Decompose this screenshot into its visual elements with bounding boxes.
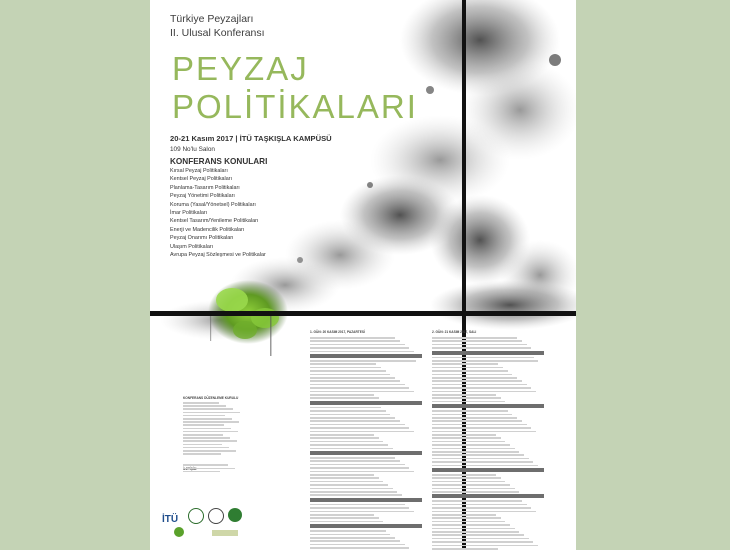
topic-item: Planlama-Tasarım Politikaları <box>170 184 240 191</box>
program-line <box>310 434 374 436</box>
topic-item: İmar Politikaları <box>170 210 208 216</box>
topic-item: Enerji ve Madencilik Politikaları <box>170 226 245 233</box>
program-line <box>310 481 383 483</box>
program-line <box>432 363 498 365</box>
horizontal-ink-stroke <box>150 311 576 316</box>
program-line <box>310 437 379 439</box>
green-logo <box>228 508 242 522</box>
program-line <box>432 441 505 443</box>
program-line <box>310 474 374 476</box>
program-line <box>310 464 405 466</box>
program-line <box>310 540 400 542</box>
program-line <box>432 384 527 386</box>
program-line <box>432 360 538 362</box>
program-line <box>310 363 376 365</box>
program-line <box>432 451 519 453</box>
program-line <box>310 467 409 469</box>
program-line <box>310 407 381 409</box>
itu-logo: İTÜ <box>162 514 179 525</box>
program-line <box>432 444 510 446</box>
program-line <box>432 474 496 476</box>
session-header-bar <box>310 401 422 405</box>
program-line <box>310 397 379 399</box>
program-line <box>310 530 386 532</box>
program-line <box>432 448 515 450</box>
program-line <box>432 374 512 376</box>
program-line <box>432 491 519 493</box>
program-line <box>310 504 405 506</box>
committee-heading: KONFERANS DÜZENLEME KURULU <box>183 396 239 400</box>
program-line <box>310 507 409 509</box>
program-line <box>310 494 402 496</box>
program-line <box>310 367 381 369</box>
program-line <box>310 511 414 513</box>
program-line <box>310 484 388 486</box>
program-line <box>432 347 531 349</box>
program-line <box>432 461 533 463</box>
session-header-bar <box>310 451 422 455</box>
program-line <box>310 427 409 429</box>
fine-print-line <box>183 405 226 407</box>
program-line <box>310 414 390 416</box>
subtitle-line-2: II. Ulusal Konferansı <box>170 27 265 39</box>
conference-poster <box>150 0 576 550</box>
program-line <box>432 431 536 433</box>
program-line <box>432 524 510 526</box>
program-line <box>310 544 405 546</box>
program-line <box>432 521 505 523</box>
program-line <box>432 454 524 456</box>
fine-print-line <box>183 431 238 433</box>
program-line <box>310 431 414 433</box>
program-line <box>310 340 400 342</box>
session-header-bar <box>432 351 544 355</box>
program-line <box>432 434 496 436</box>
fine-print-line <box>183 444 222 446</box>
program-line <box>432 340 522 342</box>
program-line <box>432 414 512 416</box>
program-line <box>432 458 529 460</box>
title-line-1: PEYZAJ <box>172 50 309 87</box>
seal-logo <box>188 508 204 524</box>
program-line <box>310 374 390 376</box>
topic-item: Kentsel Peyzaj Politikaları <box>170 176 233 183</box>
date-venue: 20-21 Kasım 2017 | İTÜ TAŞKIŞLA KAMPÜSÜ <box>170 134 332 143</box>
program-line <box>310 444 388 446</box>
program-line <box>310 491 397 493</box>
session-header-bar <box>432 468 544 472</box>
program-line <box>432 380 522 382</box>
day1-heading: 1. GÜN: 20 KASIM 2017, PAZARTESİ <box>310 330 365 334</box>
fine-print-line <box>183 424 224 426</box>
program-line <box>432 387 531 389</box>
program-line <box>310 394 374 396</box>
program-line <box>432 420 522 422</box>
session-header-bar <box>310 524 422 528</box>
program-line <box>310 547 409 549</box>
program-line <box>432 548 498 550</box>
program-line <box>310 521 383 523</box>
title-line-2: POLİTİKALARI <box>172 88 418 125</box>
program-line <box>432 344 527 346</box>
program-line <box>432 534 524 536</box>
program-line <box>432 545 538 547</box>
program-line <box>432 397 501 399</box>
program-line <box>310 387 409 389</box>
program-line <box>310 477 379 479</box>
topics-heading: KONFERANS KONULARI <box>170 157 268 166</box>
program-line <box>310 380 400 382</box>
fine-print-line <box>183 450 236 452</box>
program-line <box>310 534 390 536</box>
fine-print-line <box>183 408 233 410</box>
program-line <box>432 507 531 509</box>
program-line <box>310 448 393 450</box>
fine-print-line <box>183 440 237 442</box>
program-line <box>310 384 405 386</box>
emblem-logo <box>208 508 224 524</box>
fine-print-line <box>183 447 229 449</box>
program-line <box>432 531 519 533</box>
program-line <box>310 424 405 426</box>
program-line <box>432 401 505 403</box>
program-line <box>432 514 496 516</box>
program-line <box>310 460 400 462</box>
program-line <box>432 484 510 486</box>
topic-item: Peyzaj Yönetimi Politikaları <box>170 193 235 200</box>
program-line <box>432 437 501 439</box>
topic-item: Peyzaj Onarımı Politikaları <box>170 235 234 242</box>
program-line <box>310 351 414 353</box>
program-line <box>432 538 529 540</box>
program-line <box>432 337 517 339</box>
program-line <box>310 514 374 516</box>
session-header-bar <box>432 494 544 498</box>
hall-number: 109 No'lu Salon <box>170 146 215 153</box>
topic-item: Kentsel Tasarım/Yenileme Politikaları <box>170 218 259 225</box>
program-line <box>310 417 395 419</box>
session-header-bar <box>432 404 544 408</box>
program-line <box>432 481 505 483</box>
program-line <box>310 517 379 519</box>
program-line <box>432 410 508 412</box>
program-line <box>310 420 400 422</box>
day2-heading: 2. GÜN: 21 KASIM 2017, SALI <box>432 330 477 334</box>
program-line <box>432 528 515 530</box>
subtitle-line-1: Türkiye Peyzajları <box>170 13 254 25</box>
program-line <box>310 391 414 393</box>
topic-item: Kırsal Peyzaj Politikaları <box>170 168 228 174</box>
fine-print-line <box>183 415 225 417</box>
program-line <box>310 337 395 339</box>
fine-print-line <box>183 453 221 455</box>
program-line <box>432 357 534 359</box>
topic-item: Avrupa Peyzaj Sözleşmesi ve Politikalar <box>170 252 266 258</box>
program-line <box>310 488 393 490</box>
program-line <box>432 391 536 393</box>
program-line <box>310 347 409 349</box>
program-line <box>310 344 405 346</box>
program-line <box>432 517 501 519</box>
program-line <box>432 477 501 479</box>
program-line <box>310 441 383 443</box>
fine-print-line <box>183 412 240 414</box>
park-logo <box>174 527 184 537</box>
fine-print-line <box>183 428 231 430</box>
session-header-bar <box>310 498 422 502</box>
program-line <box>432 500 522 502</box>
fine-print-line <box>183 421 239 423</box>
fine-print-line <box>183 468 235 470</box>
program-line <box>310 370 386 372</box>
program-line <box>432 488 515 490</box>
program-line <box>310 377 395 379</box>
fine-print-line <box>183 464 228 466</box>
program-line <box>432 394 496 396</box>
program-line <box>310 360 416 362</box>
session-header-bar <box>310 354 422 358</box>
program-line <box>432 377 517 379</box>
fine-print-line <box>183 434 223 436</box>
topic-item: Koruma (Yasal/Yönetsel) Politikaları <box>170 201 256 208</box>
program-line <box>310 457 395 459</box>
partner-logo <box>212 530 238 536</box>
program-line <box>432 465 538 467</box>
program-line <box>432 424 527 426</box>
fine-print-line <box>183 471 220 473</box>
program-line <box>310 471 414 473</box>
program-line <box>432 417 517 419</box>
program-line <box>432 504 527 506</box>
program-line <box>310 537 395 539</box>
program-line <box>432 511 536 513</box>
program-line <box>432 367 503 369</box>
topic-item: Ulaşım Politikaları <box>170 243 214 250</box>
fine-print-line <box>183 437 230 439</box>
program-line <box>432 427 531 429</box>
program-line <box>432 541 533 543</box>
program-line <box>310 410 386 412</box>
fine-print-line <box>183 418 232 420</box>
fine-print-line <box>183 402 219 404</box>
program-line <box>432 370 508 372</box>
